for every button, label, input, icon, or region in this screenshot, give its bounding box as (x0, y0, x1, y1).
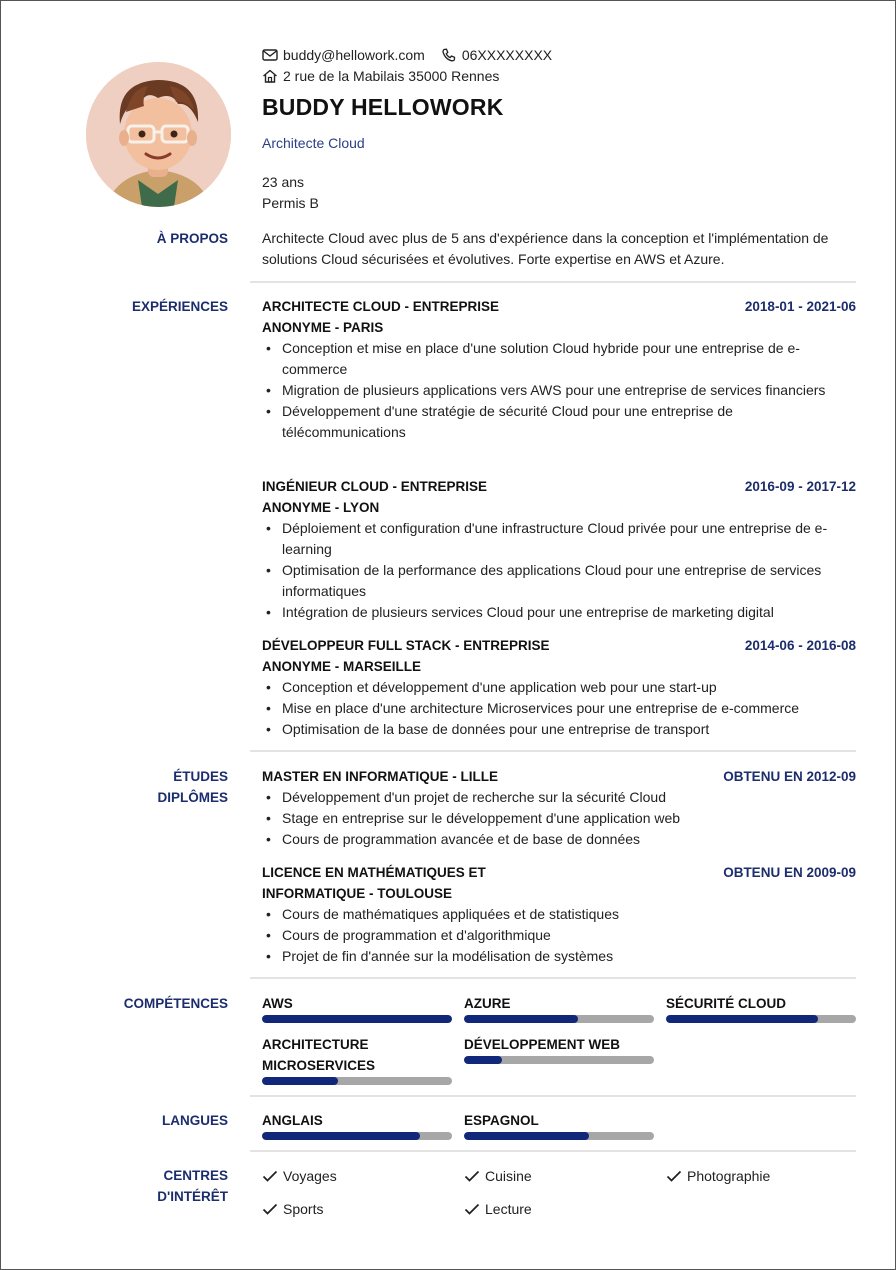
check-icon (666, 1169, 682, 1183)
job-title: Architecte Cloud (262, 135, 365, 151)
driving-license: Permis B (262, 195, 319, 211)
section-divider (250, 1150, 856, 1152)
experience-item (262, 635, 856, 740)
skill-name: ARCHITECTURE MICROSERVICES (262, 1037, 376, 1073)
section-divider (250, 281, 856, 283)
skill-item (666, 993, 856, 1023)
interest-item: Sports (262, 1198, 323, 1219)
check-icon (262, 1169, 278, 1183)
avatar (86, 62, 231, 207)
skill-name: SÉCURITÉ CLOUD (666, 996, 787, 1011)
candidate-name: BUDDY HELLOWORK (262, 94, 504, 120)
language-level-bar (262, 1132, 452, 1140)
phone-icon (441, 48, 457, 62)
language-name: ANGLAIS (262, 1113, 323, 1128)
experience-item (262, 296, 856, 443)
bullet-item: • Cours de programmation avancée et de base de données (266, 831, 641, 847)
bullet-item: • Développement d'un projet de recherche sur la sécurité Cloud (266, 789, 667, 805)
envelope-icon (262, 48, 278, 62)
skill-item (262, 993, 452, 1023)
home-icon (262, 69, 278, 83)
age: 23 ans (262, 174, 305, 190)
bullet-item: • Optimisation de la performance des applications Cloud pour une entreprise de services informatiques (266, 562, 822, 599)
check-icon (262, 1202, 278, 1216)
check-icon (464, 1169, 480, 1183)
section-label-about: À PROPOS (156, 231, 228, 246)
avatar-illustration (86, 62, 231, 207)
section-label-languages: LANGUES (161, 1113, 228, 1128)
skill-level-bar (464, 1056, 654, 1064)
bullet-item: • Projet de fin d'année sur la modélisation de systèmes (266, 948, 614, 964)
skill-name: AWS (262, 996, 293, 1011)
education-bullets (262, 787, 856, 850)
section-divider (250, 750, 856, 752)
contact-info (262, 44, 568, 86)
experience-company: ANONYME - MARSEILLE (262, 659, 422, 674)
section-label-experiences: EXPÉRIENCES (131, 299, 228, 314)
bullet-item: • Optimisation de la base de données pour une entreprise de transport (266, 721, 710, 737)
address-text: 2 rue de la Mabilais 35000 Rennes (283, 67, 500, 84)
education-date: OBTENU EN 2012-09 (723, 769, 856, 784)
experience-bullets (262, 338, 856, 443)
check-icon (464, 1202, 480, 1216)
bullet-item: • Conception et mise en place d'une solution Cloud hybride pour une entreprise de e-commerce (266, 340, 800, 377)
section-label-skills: COMPÉTENCES (123, 996, 228, 1011)
experience-bullets (262, 518, 856, 623)
bullet-item: • Intégration de plusieurs services Cloud pour une entreprise de marketing digital (266, 604, 774, 620)
experience-company: ANONYME - PARIS (262, 320, 384, 335)
phone-item[interactable] (441, 47, 552, 63)
about-text: Architecte Cloud avec plus de 5 ans d'expérience dans la conception et l'implémentation de solutions Cloud sécurisées et évolutives. Forte expertise en AWS et Azure. (262, 230, 829, 267)
address-item (262, 68, 499, 84)
language-item (464, 1110, 654, 1140)
experience-item (262, 476, 856, 623)
skill-level-bar (464, 1015, 654, 1023)
email-item[interactable] (262, 47, 425, 63)
language-level-bar (464, 1132, 654, 1140)
section-label-interests: CENTRES D'INTÉRÊT (157, 1168, 228, 1204)
bullet-item: • Déploiement et configuration d'une infrastructure Cloud privée pour une entreprise de e-learning (266, 520, 828, 557)
interest-item: Photographie (666, 1165, 770, 1186)
bullet-item: • Cours de mathématiques appliquées et de statistiques (266, 906, 619, 922)
education-title: MASTER EN INFORMATIQUE - LILLE (262, 769, 498, 784)
bullet-item: • Stage en entreprise sur le développement d'une application web (266, 810, 681, 826)
education-date: OBTENU EN 2009-09 (723, 865, 856, 880)
skill-level-bar (666, 1015, 856, 1023)
bullet-item: • Mise en place d'une architecture Microservices pour une entreprise de e-commerce (266, 700, 800, 716)
language-item (262, 1110, 452, 1140)
experience-dates: 2014-06 - 2016-08 (744, 638, 856, 653)
bullet-item: • Cours de programmation et d'algorithmique (266, 927, 551, 943)
education-bullets (262, 904, 856, 967)
experience-dates: 2018-01 - 2021-06 (744, 299, 856, 314)
experience-title: INGÉNIEUR CLOUD - ENTREPRISE (262, 479, 488, 494)
interest-item: Lecture (464, 1198, 532, 1219)
education-title: LICENCE EN MATHÉMATIQUES ET INFORMATIQUE - TOULOUSE (262, 865, 486, 901)
experience-dates: 2016-09 - 2017-12 (744, 479, 856, 494)
bullet-item: • Conception et développement d'une application web pour une start-up (266, 679, 717, 695)
education-item (262, 862, 856, 967)
section-divider (250, 1095, 856, 1097)
skill-item (464, 993, 654, 1023)
education-item (262, 766, 856, 850)
experience-title: ARCHITECTE CLOUD - ENTREPRISE (262, 299, 500, 314)
skill-item (262, 1034, 452, 1085)
interest-item: Voyages (262, 1165, 337, 1186)
experience-title: DÉVELOPPEUR FULL STACK - ENTREPRISE (262, 638, 550, 653)
experience-company: ANONYME - LYON (262, 500, 380, 515)
email-text: buddy@hellowork.com (283, 46, 425, 63)
skill-level-bar (262, 1015, 452, 1023)
experience-bullets (262, 677, 856, 740)
skill-level-bar (262, 1077, 452, 1085)
skill-name: AZURE (464, 996, 511, 1011)
bullet-item: • Migration de plusieurs applications vers AWS pour une entreprise de services financiers (266, 382, 826, 398)
phone-text: 06XXXXXXXX (461, 46, 553, 63)
language-name: ESPAGNOL (464, 1113, 539, 1128)
skill-name: DÉVELOPPEMENT WEB (464, 1037, 621, 1052)
interest-item: Cuisine (464, 1165, 532, 1186)
skill-item (464, 1034, 654, 1064)
bullet-item: • Développement d'une stratégie de sécurité Cloud pour une entreprise de télécommunications (266, 403, 733, 440)
personal-details (262, 172, 319, 214)
section-label-education: ÉTUDES DIPLÔMES (157, 769, 228, 805)
section-divider (250, 977, 856, 979)
